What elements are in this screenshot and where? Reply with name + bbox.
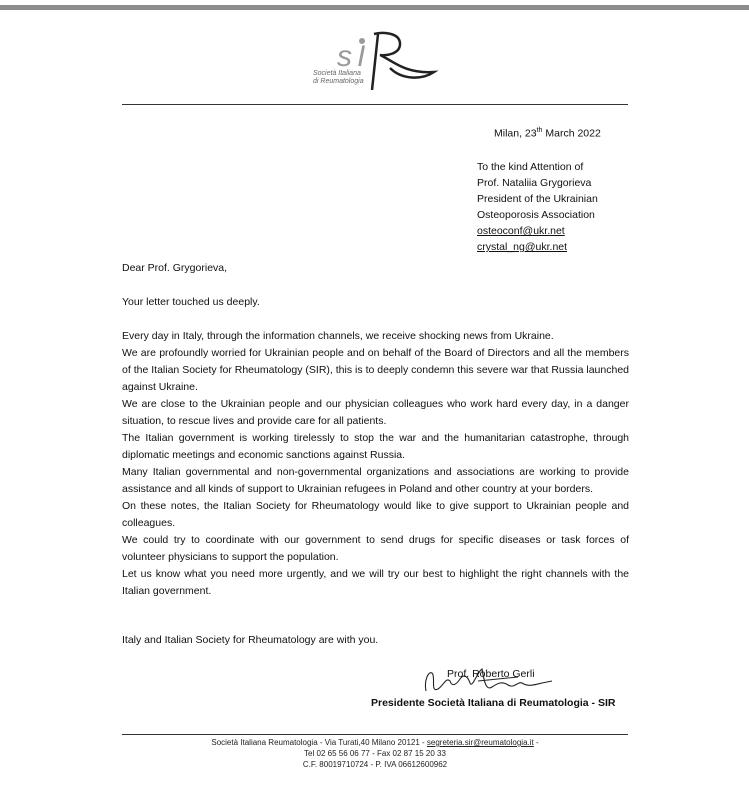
footer-address-end: - [533, 738, 539, 747]
addressee-line: President of the Ukrainian [477, 193, 598, 205]
date-prefix: Milan, 23 [494, 127, 537, 140]
body-paragraph: Let us know what you need more urgently, and we will try our best to highlight the right channels with the Italian government. [122, 568, 629, 597]
svg-text:I: I [357, 40, 366, 73]
logo-caption-line2: di Reumatologia [313, 78, 364, 85]
addressee-line: To the kind Attention of [477, 161, 584, 173]
opening-line: Your letter touched us deeply. [122, 296, 260, 308]
logo-caption-line1: Società Italiana [313, 70, 361, 77]
body-paragraph: We are close to the Ukrainian people and our physician colleagues who work hard every day, in a danger situation, to rescue lives and provide care for all patients. [122, 398, 629, 427]
logo-caption [313, 70, 364, 86]
top-border-bar [0, 5, 749, 10]
footer [122, 737, 628, 770]
header-divider [122, 104, 628, 105]
closing-line: Italy and Italian Society for Rheumatology are with you. [122, 634, 379, 646]
addressee-line: Osteoporosis Association [477, 209, 595, 221]
email-link-crystal[interactable]: crystal_ng@ukr.net [477, 241, 568, 253]
footer-address: Società Italiana Reumatologia - Via Turati,40 Milano 20121 - [211, 738, 427, 747]
body-paragraph: We could try to coordinate with our government to send drugs for specific diseases or task forces of volunteer physicians to support the population. [122, 534, 629, 563]
email-link-osteoconf[interactable]: osteoconf@ukr.net [477, 225, 565, 237]
footer-divider [122, 734, 628, 735]
addressee-line: Prof. Nataliia Grygorieva [477, 177, 592, 189]
date-suffix: March 2022 [542, 127, 601, 140]
body-paragraph: Many Italian governmental and non-governmental organizations and associations are working to provide assistance and all kinds of support to Ukrainian refugees in Poland and other country at your borders. [122, 466, 629, 495]
svg-text:s: s [337, 40, 352, 73]
sir-logo [312, 28, 442, 98]
footer-address-line [122, 737, 628, 748]
salutation: Dear Prof. Grygorieva, [122, 262, 228, 274]
letter-body [122, 328, 629, 600]
body-paragraph: We are profoundly worried for Ukrainian people and on behalf of the Board of Directors and all the members of the Italian Society for Rheumatology (SIR), this is to deeply condemn this severe war that Russia launched against Ukraine. [122, 347, 629, 393]
date-ordinal: th [536, 127, 543, 134]
body-paragraph: The Italian government is working tirelessly to stop the war and the humanitarian catastrophe, through diplomatic meetings and economic sanctions against Russia. [122, 432, 629, 461]
body-paragraph: Every day in Italy, through the information channels, we receive shocking news from Ukraine. [122, 330, 554, 342]
signatory-title: Presidente Società Italiana di Reumatologia - SIR [371, 697, 616, 709]
addressee-block [477, 159, 598, 255]
footer-phone-line: Tel 02 65 56 06 77 - Fax 02 87 15 20 33 [304, 749, 446, 758]
signatory-name: Prof. Roberto Gerli [447, 668, 535, 680]
body-paragraph: On these notes, the Italian Society for Rheumatology would like to give support to Ukrainian people and colleagues. [122, 500, 629, 529]
footer-email-link[interactable]: segreteria.sir@reumatologia.it [426, 738, 534, 747]
footer-tax-line: C.F. 80019710724 - P. IVA 06612600962 [302, 760, 448, 769]
letter-date [494, 127, 601, 140]
